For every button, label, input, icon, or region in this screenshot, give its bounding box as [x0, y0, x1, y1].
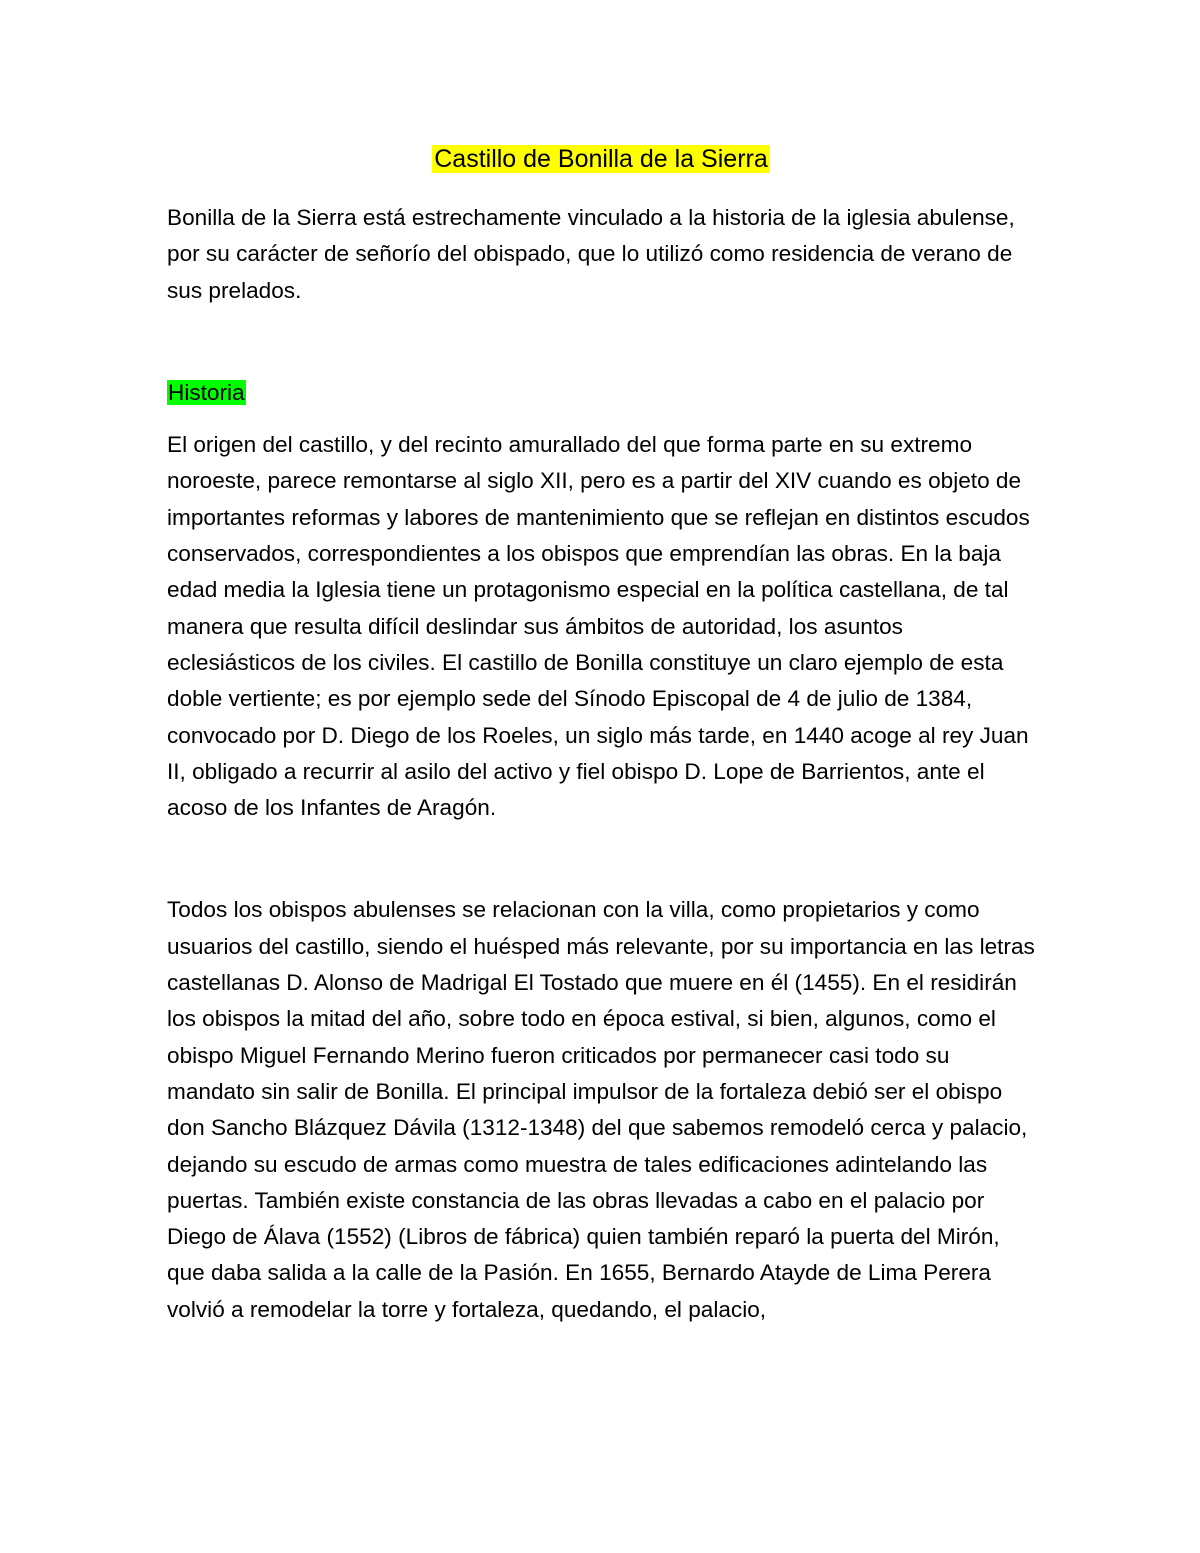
intro-paragraph: Bonilla de la Sierra está estrechamente vinculado a la historia de la iglesia abulense, por su carácter de señorío del obispado, que lo utilizó como residencia de verano de sus prelados.: [167, 205, 1015, 303]
document-title: [167, 140, 1035, 178]
document-title-text: Castillo de Bonilla de la Sierra: [434, 145, 768, 173]
section-heading-historia: [167, 375, 1035, 411]
document-body: [167, 140, 1035, 1328]
history-paragraph-2: Todos los obispos abulenses se relacionan con la villa, como propietarios y como usuarios del castillo, siendo el huésped más relevante, por su importancia en las letras castellanas D. Alonso de Madrigal El Tostado que muere en él (1455). En el residirán los obispos la mitad del año, sobre todo en época estival, si bien, algunos, como el obispo Miguel Fernando Merino fueron criticados por permanecer casi todo su mandato sin salir de Bonilla. El principal impulsor de la fortaleza debió ser el obispo don Sancho Blázquez Dávila (1312-1348) del que sabemos remodeló cerca y palacio, dejando su escudo de armas como muestra de tales edificaciones adintelando las puertas. También existe constancia de las obras llevadas a cabo en el palacio por Diego de Álava (1552) (Libros de fábrica) quien también reparó la puerta del Mirón, que daba salida a la calle de la Pasión. En 1655, Bernardo Atayde de Lima Perera volvió a remodelar la torre y fortaleza, quedando, el palacio,: [167, 897, 1035, 1322]
history-paragraph-1: El origen del castillo, y del recinto amurallado del que forma parte en su extremo noroeste, parece remontarse al siglo XII, pero es a partir del XIV cuando es objeto de importantes reformas y labores de mantenimiento que se reflejan en distintos escudos conservados, correspondientes a los obispos que emprendían las obras. En la baja edad media la Iglesia tiene un protagonismo especial en la política castellana, de tal manera que resulta difícil deslindar sus ámbitos de autoridad, los asuntos eclesiásticos de los civiles. El castillo de Bonilla constituye un claro ejemplo de esta doble vertiente; es por ejemplo sede del Sínodo Episcopal de 4 de julio de 1384, convocado por D. Diego de los Roeles, un siglo más tarde, en 1440 acoge al rey Juan II, obligado a recurrir al asilo del activo y fiel obispo D. Lope de Barrientos, ante el acoso de los Infantes de Aragón.: [167, 432, 1030, 821]
section-heading-text: Historia: [168, 379, 245, 405]
